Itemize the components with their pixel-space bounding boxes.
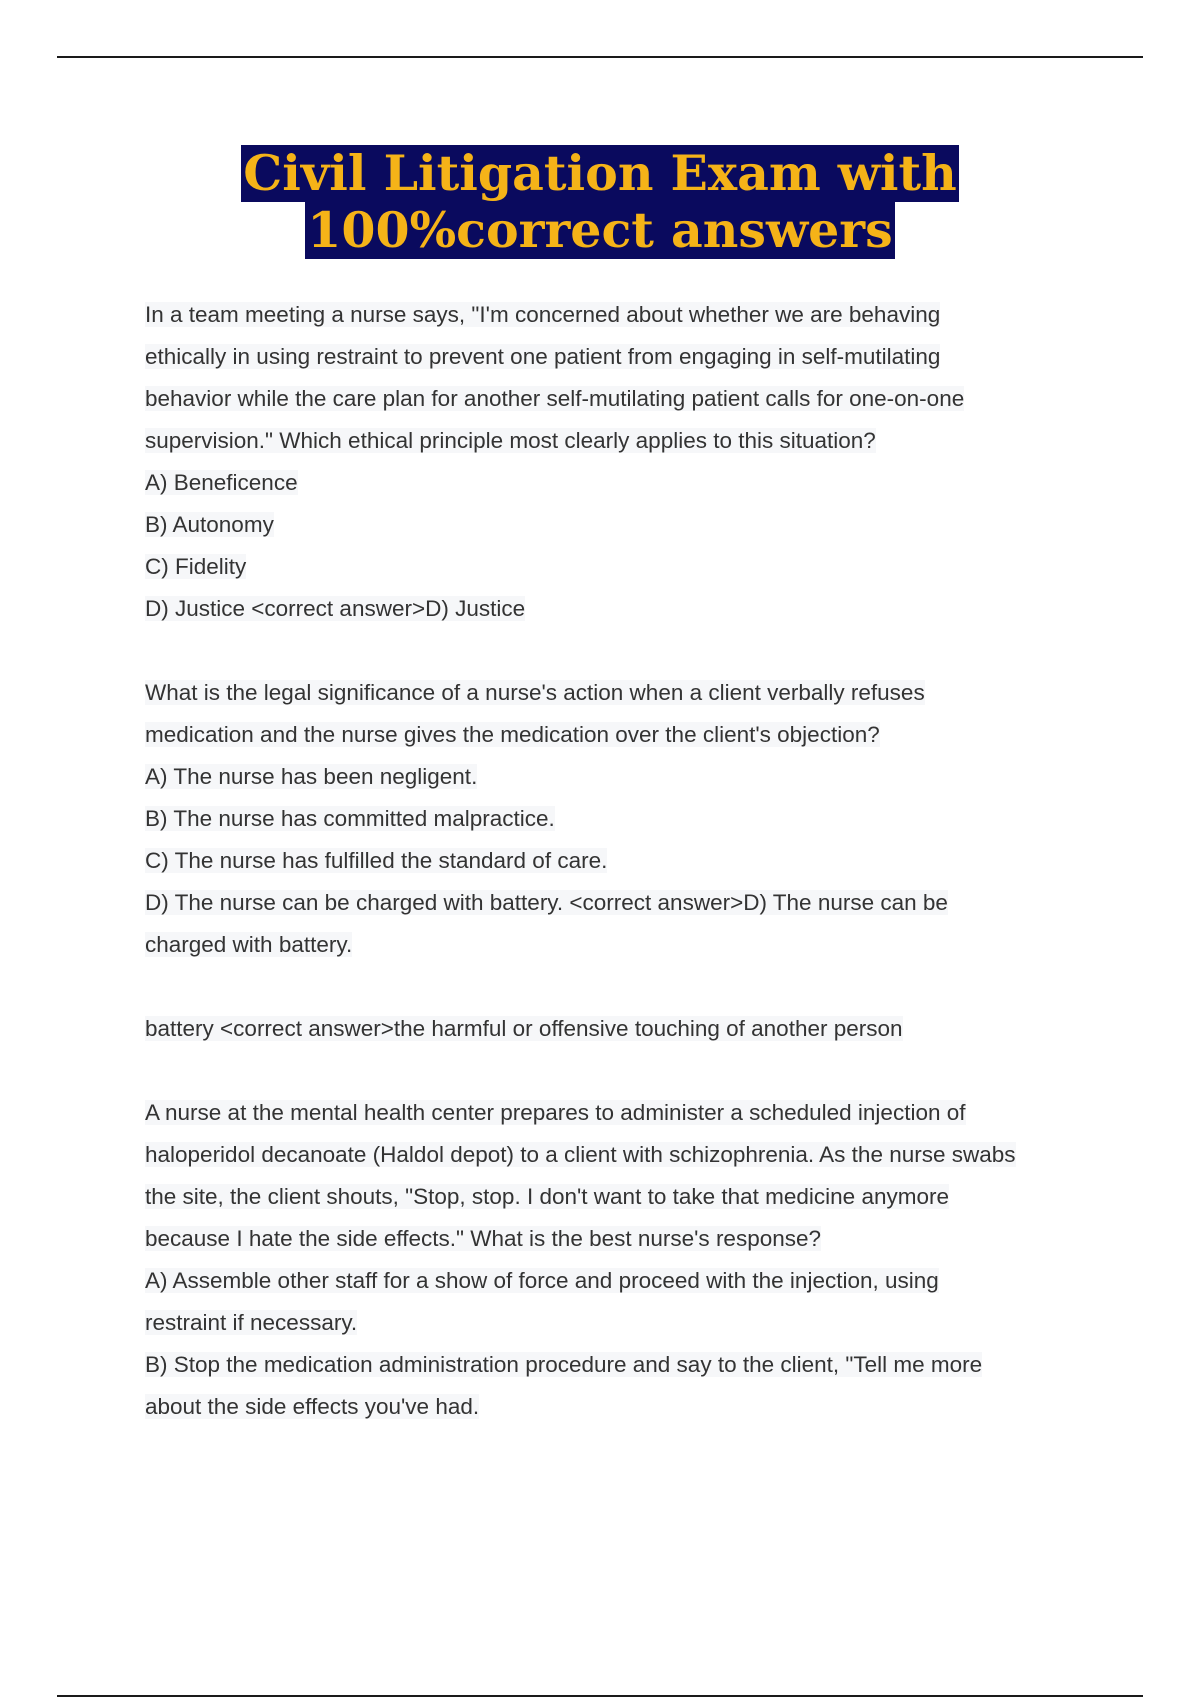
answer-option: C) The nurse has fulfilled the standard of care. — [145, 848, 608, 873]
answer-option: D) Justice <correct answer>D) Justice — [145, 596, 526, 621]
paragraph-gap — [145, 630, 1085, 672]
answer-option: C) Fidelity — [145, 554, 247, 579]
answer-option: D) The nurse can be charged with battery. <correct answer>D) The nurse can be — [145, 890, 948, 915]
title-line-1: Civil Litigation Exam with — [243, 144, 957, 202]
question-text: What is the legal significance of a nurse's action when a client verbally refuses — [145, 680, 925, 705]
question-2 — [145, 672, 1085, 966]
answer-option: restraint if necessary. — [145, 1310, 358, 1335]
question-text: haloperidol decanoate (Haldol depot) to a client with schizophrenia. As the nurse swabs — [145, 1142, 1016, 1167]
paragraph-gap — [145, 1050, 1085, 1092]
question-text: ethically in using restraint to prevent one patient from engaging in self-mutilating — [145, 344, 941, 369]
answer-option: charged with battery. — [145, 932, 353, 957]
title-line-2: 100%correct answers — [307, 201, 893, 259]
answer-option: about the side effects you've had. — [145, 1394, 480, 1419]
question-3 — [145, 1008, 1085, 1050]
document-body — [145, 294, 1085, 1428]
answer-option: A) The nurse has been negligent. — [145, 764, 478, 789]
question-text: In a team meeting a nurse says, "I'm concerned about whether we are behaving — [145, 302, 941, 327]
question-text: supervision." Which ethical principle most clearly applies to this situation? — [145, 428, 876, 453]
answer-option: B) Autonomy — [145, 512, 274, 537]
question-text: medication and the nurse gives the medication over the client's objection? — [145, 722, 880, 747]
answer-option: A) Assemble other staff for a show of force and proceed with the injection, using — [145, 1268, 939, 1293]
question-text: A nurse at the mental health center prepares to administer a scheduled injection of — [145, 1100, 966, 1125]
question-text: behavior while the care plan for another self-mutilating patient calls for one-on-one — [145, 386, 965, 411]
bottom-rule — [57, 1695, 1143, 1697]
answer-option: A) Beneficence — [145, 470, 298, 495]
paragraph-gap — [145, 966, 1085, 1008]
answer-option: B) The nurse has committed malpractice. — [145, 806, 555, 831]
question-1 — [145, 294, 1085, 630]
question-text: the site, the client shouts, "Stop, stop. I don't want to take that medicine anymore — [145, 1184, 949, 1209]
top-rule — [57, 56, 1143, 58]
question-4 — [145, 1092, 1085, 1428]
question-text: because I hate the side effects." What is the best nurse's response? — [145, 1226, 822, 1251]
question-text: battery <correct answer>the harmful or offensive touching of another person — [145, 1016, 903, 1041]
answer-option: B) Stop the medication administration procedure and say to the client, "Tell me more — [145, 1352, 983, 1377]
document-title — [0, 145, 1200, 259]
